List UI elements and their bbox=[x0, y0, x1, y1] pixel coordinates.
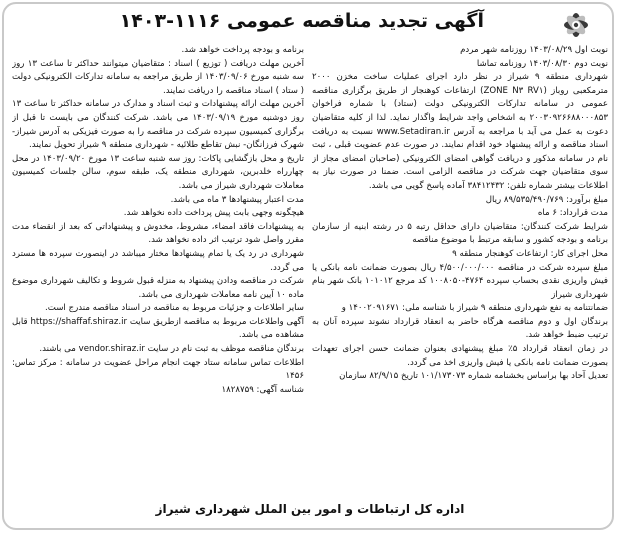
notice-right-column bbox=[312, 44, 608, 492]
tender-notice bbox=[2, 2, 614, 530]
notice-paragraph: شناسه آگهی: ۱۸۲۸۷۵۹ bbox=[221, 384, 304, 395]
notice-header bbox=[4, 4, 612, 42]
notice-paragraph: برندگان مناقصه موظف به ثبت نام در سایت vendor.shiraz.ir می باشند. bbox=[39, 344, 304, 355]
notice-paragraph: تاریخ و محل بازگشایی پاکات: روز سه شنبه ساعت ۱۳ مورخ ۱۴۰۳/۰۹/۲۰ در محل چهارراه خلدبرین، شهرداری منطقه یک، طبقه سوم، سالن جلسات کمیسیون معاملات شهرداری شیراز می باشد. bbox=[12, 153, 304, 191]
notice-paragraph: محل اجرای کار: ارتفاعات کوهنجار منطقه ۹ bbox=[452, 248, 608, 259]
notice-title: آگهی تجدید مناقصه عمومی ۱۱۱۶-۱۴۰۳ bbox=[119, 10, 484, 32]
notice-paragraph: مبلغ برآورد: ۸۹/۵۳۵/۴۹۰/۷۶۹ ریال bbox=[485, 194, 608, 205]
notice-paragraph: شهرداری منطقه ۹ شیراز در نظر دارد اجرای عملیات ساخت مخزن ۲۰۰۰ مترمکعبی روباز (ZONE N۳ RV۱) ارتفاعات کوهنجار از طریق برگزاری مناقصه عمومی در سامانه تدارکات الکترونیکی دولت (ستاد) با شماره فراخوان ۲۰۰۳۰۹۲۶۶۸۸۰۰۰۸۵۳ به اشخاص واجد شرایط واگذار نماید. لذا از کلیه متقاضیان دعوت به عمل می آید با مراجعه به آدرس www.Setadiran.ir نسبت به دریافت اسناد مناقصه و ارائه پیشنهاد خود اقدام نمایند. در صورت عدم عضویت قبلی ، ثبت نام در سامانه مذکور و دریافت گواهی امضای الکترونیکی (صاحبان امضای مجاز از سوی متقاضیان جهت شرکت در مناقصه الزامی است. ضمنا در صورت نیاز به اطلاعات بیشتر شماره تلفن: ۳۸۴۱۲۴۳۲ آماده پاسخ گویی می باشد. bbox=[312, 72, 608, 191]
municipality-flower-logo-icon bbox=[556, 8, 596, 42]
notice-body bbox=[12, 44, 608, 492]
notice-paragraph: آخرین مهلت دریافت ( توزیع ) اسناد : متقاضیان میتوانند حداکثر تا ساعت ۱۳ روز سه شنبه مورخ ۱۴۰۳/۰۹/۰۶ از طریق مراجعه به سامانه تدارکات الکترونیکی دولت ( ستاد ) اسناد مناقصه را دریافت نمایند. bbox=[12, 58, 304, 96]
notice-paragraph: در زمان انعقاد قرارداد ۵٪ مبلغ پیشنهادی بعنوان ضمانت حسن اجرای تعهدات بصورت ضمانت نامه بانکی یا فیش واریزی اخذ می گردد. bbox=[312, 344, 608, 368]
notice-paragraph: آگهی واطلاعات مربوط به مناقصه ازطریق سایت https://shaffaf.shiraz.ir قابل مشاهده می باشد. bbox=[12, 316, 304, 341]
notice-paragraph: نوبت اول ۱۴۰۳/۰۸/۲۹ روزنامه شهر مردم bbox=[460, 45, 608, 55]
notice-paragraph: مدت قرارداد: ۶ ماه bbox=[537, 208, 608, 219]
notice-paragraph: آخرین مهلت ارائه پیشنهادات و ثبت اسناد و مدارک در سامانه حداکثر تا ساعت ۱۳ روز دوشنبه مورخ ۱۴۰۳/۰۹/۱۹ می باشد. شرکت کنندگان می بایست تا قبل از برگزاری کمیسیون سپرده شرکت در مناقصه را به صورت فیزیکی به آدرس شیراز- شهرک فرزانگان- نبش تقاطع طلائیه - شهرداری منطقه ۹ شیراز تحویل نمایند. bbox=[12, 99, 304, 151]
notice-paragraph: برندگان اول و دوم مناقصه هرگاه حاضر به انعقاد قرارداد نشوند سپرده آنان به ترتیب ضبط خواهد شد. bbox=[312, 316, 608, 341]
notice-paragraph: به پیشنهادات فاقد امضاء، مشروط، مخدوش و پیشنهاداتی که بعد از انقضاء مدت مقرر واصل شود ترتیب اثر داده نخواهد شد. bbox=[12, 221, 304, 246]
notice-paragraph: ضمانتنامه به نفع شهرداری منطقه ۹ شیراز با شناسه ملی: ۱۴۰۰۲۰۹۱۶۷۱ و bbox=[341, 303, 608, 314]
notice-paragraph: شرکت در مناقصه ودادن پیشنهاد به منزله قبول شروط و تکالیف شهرداری موضوع ماده ۱۰ آیین نامه معاملات شهرداری می باشد. bbox=[12, 276, 304, 300]
notice-paragraph: تعدیل آحاد بها براساس بخشنامه شماره ۱۰۱/۱۷۳۰۷۳ تاریخ ۸۲/۹/۱۵ سازمان bbox=[339, 371, 608, 382]
notice-paragraph: شرایط شرکت کنندگان: متقاضیان دارای حداقل رتبه ۵ در رشته ابنیه از سازمان برنامه و بودجه کشور و سابقه مرتبط با موضوع مناقصه bbox=[312, 221, 608, 246]
notice-footer: اداره کل ارتباطات و امور بین الملل شهرداری شیراز bbox=[155, 502, 465, 516]
notice-paragraph: مدت اعتبار پیشنهادها ۳ ماه می باشد. bbox=[170, 194, 304, 205]
notice-paragraph: برنامه و بودجه پرداخت خواهد شد. bbox=[181, 45, 304, 55]
notice-paragraph: نوبت دوم ۱۴۰۳/۰۸/۳۰ روزنامه تماشا bbox=[476, 58, 608, 69]
notice-left-column bbox=[12, 44, 304, 492]
notice-paragraph: سایر اطلاعات و جزئیات مربوط به مناقصه در اسناد مناقصه مندرج است. bbox=[45, 303, 304, 314]
notice-paragraph: اطلاعات تماس سامانه ستاد جهت انجام مراحل عضویت در سامانه : مرکز تماس: ۱۴۵۶ bbox=[12, 357, 304, 382]
notice-paragraph: مبلغ سپرده شرکت در مناقصه ۴/۵۰۰/۰۰۰/۰۰۰ ریال بصورت ضمانت نامه بانکی یا فیش واریزی نقدی بحساب سپرده ۴۷۶۴-۱۰۰۸۰۵۰ کد مرجع ۱۰۱۰۱۲ بانک شهر بنام شهرداری شیراز bbox=[312, 262, 608, 300]
notice-paragraph: شهرداری در رد یک یا تمام پیشنهادها مختار میباشد در اینصورت سپرده ها مسترد می گردد. bbox=[12, 248, 304, 273]
notice-paragraph: هیچگونه وجهی بابت پیش پرداخت داده نخواهد شد. bbox=[123, 208, 304, 219]
